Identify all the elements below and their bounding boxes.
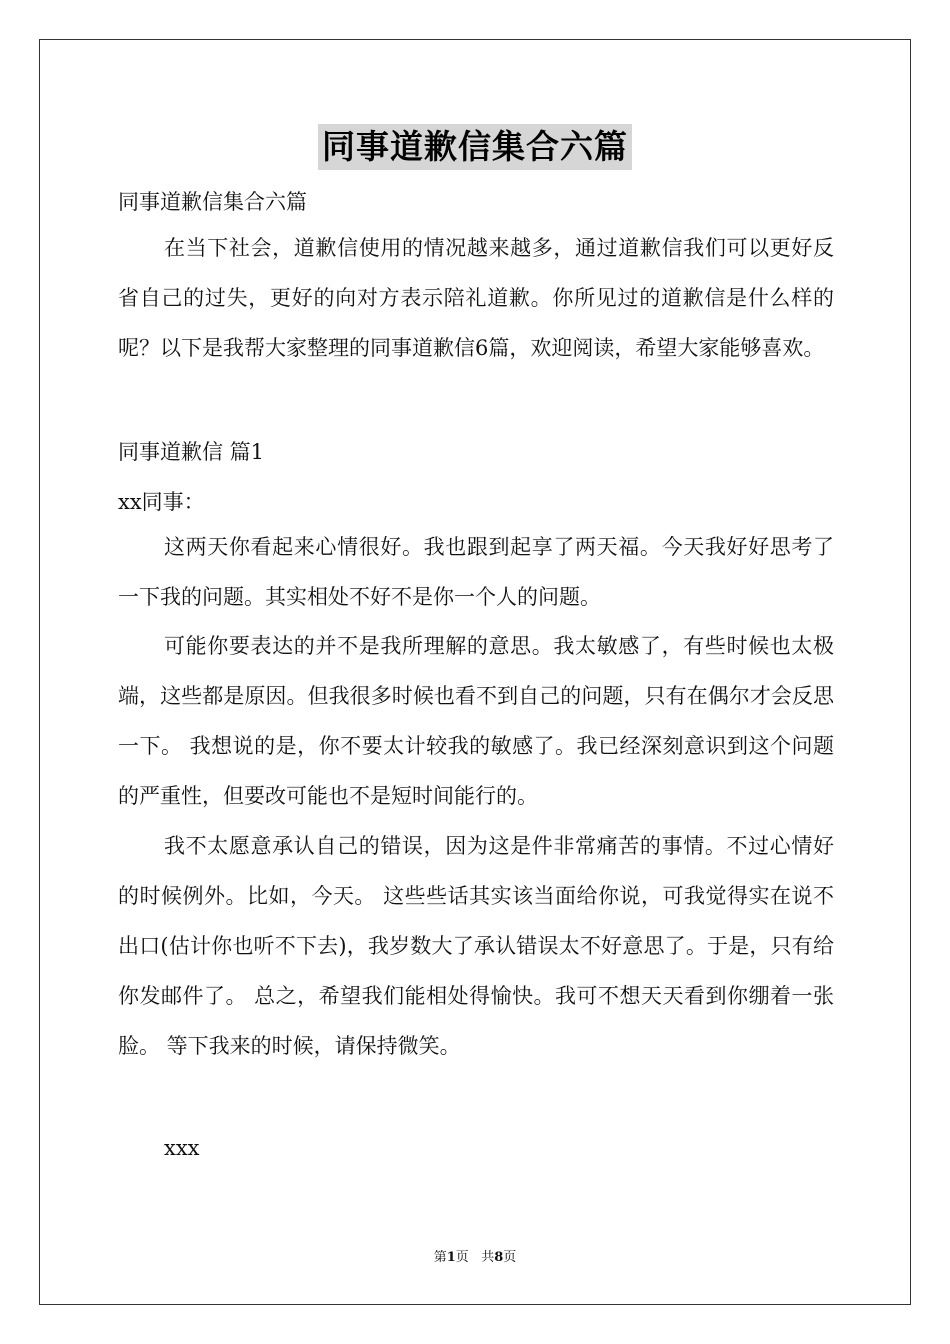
footer-page-prefix: 第	[433, 1250, 447, 1265]
body-paragraph-3: 我不太愿意承认自己的错误，因为这是件非常痛苦的事情。不过心情好的时候例外。比如，今天。 这些些话其实该当面给你说，可我觉得实在说不出口(估计你也听不下去)，我岁数大了承认错误太不好意思了。于是，只有给你发邮件了。 总之，希望我们能相处得愉快。我可不想天天看到你绷着一张脸。 等下我来的时候，请保持微笑。	[118, 834, 834, 1058]
salutation: xx同事：	[118, 490, 205, 514]
document-subtitle: 同事道歉信集合六篇	[118, 190, 307, 214]
footer-page-mid: 页 共	[455, 1250, 495, 1265]
footer-page-total: 8	[494, 1250, 504, 1265]
section-heading: 同事道歉信 篇1	[118, 440, 265, 464]
footer-page-suffix: 页	[503, 1250, 517, 1265]
footer-page-current: 1	[446, 1250, 456, 1265]
title-block	[0, 124, 950, 170]
signature: xxx	[164, 1136, 200, 1160]
page-footer	[0, 1246, 950, 1265]
body-paragraph-2: 可能你要表达的并不是我所理解的意思。我太敏感了，有些时候也太极端，这些都是原因。但我很多时候也看不到自己的问题，只有在偶尔才会反思一下。 我想说的是，你不要太计较我的敏感了。我已经深刻意识到这个问题的严重性，但要改可能也不是短时间能行的。	[118, 634, 834, 808]
body-paragraph-1: 这两天你看起来心情很好。我也跟到起享了两天福。今天我好好思考了一下我的问题。其实相处不好不是你一个人的问题。	[118, 535, 834, 609]
document-title: 同事道歉信集合六篇	[318, 124, 632, 170]
intro-paragraph: 在当下社会，道歉信使用的情况越来越多，通过道歉信我们可以更好反省自己的过失，更好的向对方表示陪礼道歉。你所见过的道歉信是什么样的呢？以下是我帮大家整理的同事道歉信6篇，欢迎阅读，希望大家能够喜欢。	[118, 236, 834, 360]
